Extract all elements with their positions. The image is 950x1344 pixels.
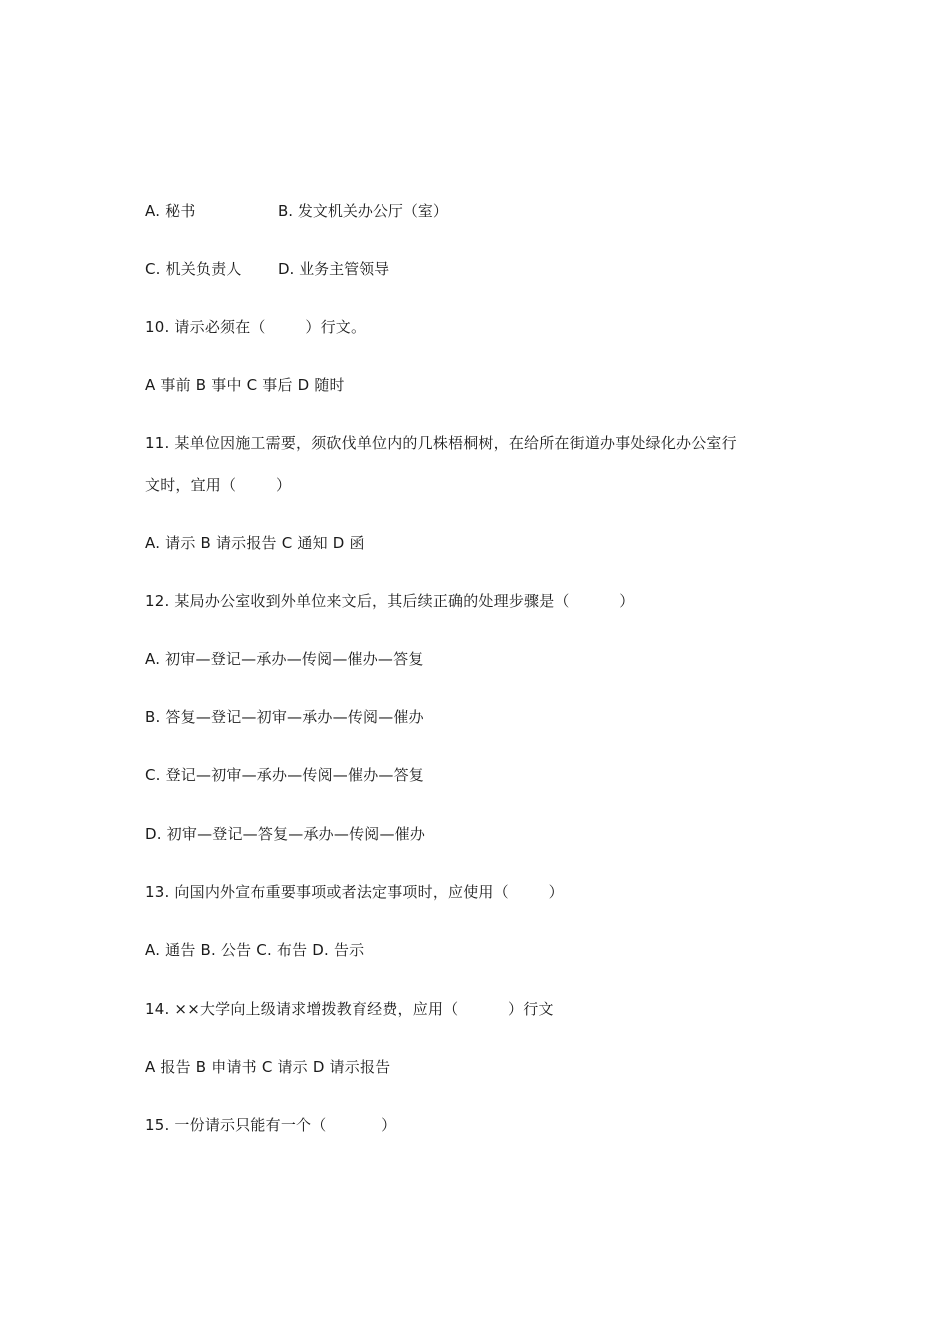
q11-question-line1: 11. 某单位因施工需要，须砍伐单位内的几株梧桐树，在给所在街道办事处绿化办公室行	[145, 434, 737, 452]
q13-options: A. 通告 B. 公告 C. 布告 D. 告示	[145, 941, 365, 959]
q12-option-a: A. 初审—登记—承办—传阅—催办—答复	[145, 650, 424, 668]
q12-option-c: C. 登记—初审—承办—传阅—催办—答复	[145, 766, 425, 784]
q12-option-b: B. 答复—登记—初审—承办—传阅—催办	[145, 708, 424, 726]
q9-option-d: D. 业务主管领导	[278, 260, 390, 278]
q9-option-c: C. 机关负责人	[145, 260, 242, 278]
q14-question: 14. ××大学向上级请求增拨教育经费，应用（ ）行文	[145, 1000, 554, 1018]
q10-question: 10. 请示必须在（ ）行文。	[145, 318, 367, 336]
q12-option-d: D. 初审—登记—答复—承办—传阅—催办	[145, 825, 426, 843]
q13-question: 13. 向国内外宣布重要事项或者法定事项时，应使用（ ）	[145, 883, 564, 901]
q14-options: A 报告 B 申请书 C 请示 D 请示报告	[145, 1058, 391, 1076]
q11-question-line2: 文时，宜用（ ）	[145, 476, 292, 494]
q10-options: A 事前 B 事中 C 事后 D 随时	[145, 376, 345, 394]
q9-option-b: B. 发文机关办公厅（室）	[278, 202, 448, 220]
q9-option-a: A. 秘书	[145, 202, 196, 220]
q15-question: 15. 一份请示只能有一个（ ）	[145, 1116, 397, 1134]
q11-options: A. 请示 B 请示报告 C 通知 D 函	[145, 534, 365, 552]
q12-question: 12. 某局办公室收到外单位来文后，其后续正确的处理步骤是（ ）	[145, 592, 635, 610]
